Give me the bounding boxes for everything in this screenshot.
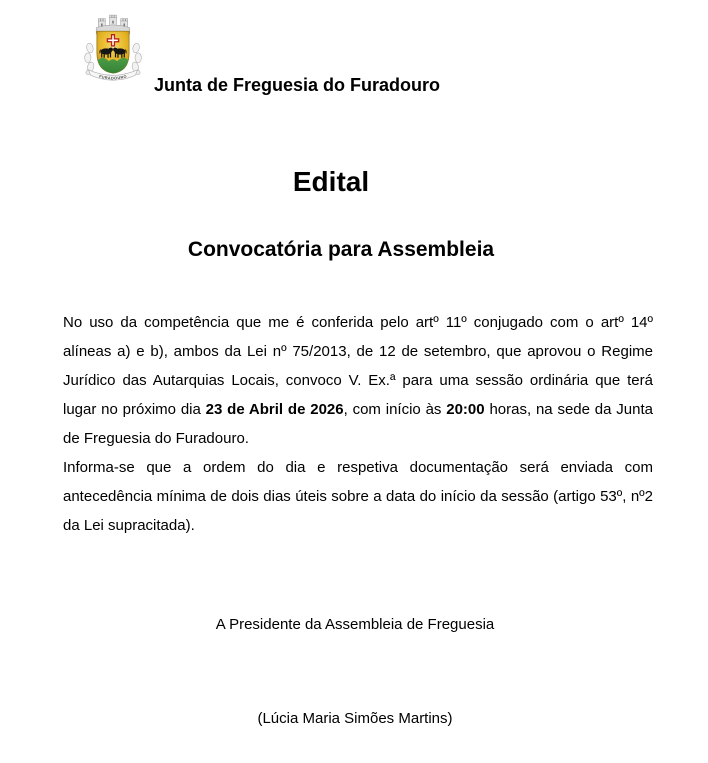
signature-name: (Lúcia Maria Simões Martins)	[257, 710, 453, 727]
crest-scroll-text: FURADOURO	[98, 74, 128, 81]
paragraph-convocation: No uso da competência que me é conferida pelo artº 11º conjugado com o artº 14º alíneas a) e b), ambos da Lei nº 75/2013, de 12 de setembro, que aprovou o Regime Jurídico das Autarquias Locais, convoco V. Ex.ª para uma sessão ordinária que terá lugar no próximo dia 23 de Abril de 2026, com início às 20:00 horas, na sede da Junta de Freguesia do Furadouro.	[63, 314, 653, 447]
signature-role: A Presidente da Assembleia de Freguesia	[215, 616, 495, 633]
municipal-crest-icon	[78, 13, 148, 90]
document-subtitle: Convocatória para Assembleia	[187, 238, 495, 261]
document-title: Edital	[292, 166, 370, 197]
org-name: Junta de Freguesia do Furadouro	[154, 75, 441, 95]
document-body	[63, 308, 653, 540]
paragraph-agenda-notice: Informa-se que a ordem do dia e respetiva documentação será enviada com antecedência mínima de dois dias úteis sobre a data do início da sessão (artigo 53º, nº2 da Lei supracitada).	[63, 459, 653, 534]
